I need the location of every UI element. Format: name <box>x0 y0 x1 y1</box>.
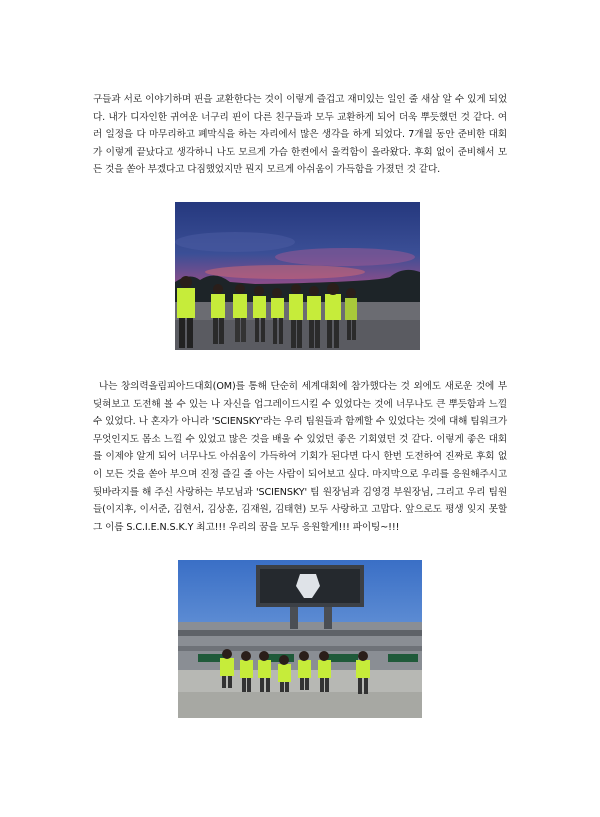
body-paragraph-2: 나는 창의력올림피아드대회(OM)를 통해 단순히 세계대회에 참가했다는 것 외에도 새로운 것에 부딪혀보고 도전해 볼 수 있는 나 자신을 업그레이드시킬 수 있었다는 것에 너무나도 큰 뿌듯함과 느낄 수 있었다. 나 혼자가 아니라 'SCIENSKY'라는 우리 팀원들과 함께할 수 있었다는 것에 대해 팀워크가 무엇인지도 몸소 느낄 수 있었고 많은 것을 배울 수 있었던 좋은 기회였던 것 같다. 이렇게 좋은 대회를 이제야 알게 되어 너무나도 아쉬움이 가득하여 기회가 된다면 다시 한번 도전하여 진짜로 후회 없이 모든 것을 쏟아 부으며 진정 즐길 줄 아는 사람이 되어보고 싶다. 마지막으로 우리를 응원해주시고 뒷바라지를 해 주신 사랑하는 부모님과 'SCIENSKY' 팀 원장님과 김영경 부원장님, 그리고 우리 팀원들(이지후, 이서준, 김현서, 김상훈, 김재원, 김태현) 모두 사랑하고 고맙다. 앞으로도 평생 잊지 못할 그 이름 S.C.I.E.N.S.K.Y 최고!!! 우리의 꿈을 모두 응원할게!!! 파이팅~!!! <box>93 381 507 533</box>
stadium-jump-photo <box>178 560 422 718</box>
body-paragraph-1: 구들과 서로 이야기하며 핀을 교환한다는 것이 이렇게 즐겁고 재미있는 일인 줄 새삼 알 수 있게 되었다. 내가 디자인한 귀여운 너구리 핀이 다른 친구들과 모두 교환하게 되어 더욱 뿌듯했던 것 같다. 여러 일정을 다 마무리하고 폐막식을 하는 자리에서 많은 생각을 하게 되었다. 7개월 동안 준비한 대회가 이렇게 끝났다고 생각하니 나도 모르게 가슴 한켠에서 울컥함이 올라왔다. 후회 없이 준비해서 모든 것을 쏟아 부겠다고 다짐했었지만 뭔지 모르게 아쉬움이 가득함을 가졌던 것 같다. <box>93 94 507 176</box>
sunset-team-photo <box>175 202 420 350</box>
